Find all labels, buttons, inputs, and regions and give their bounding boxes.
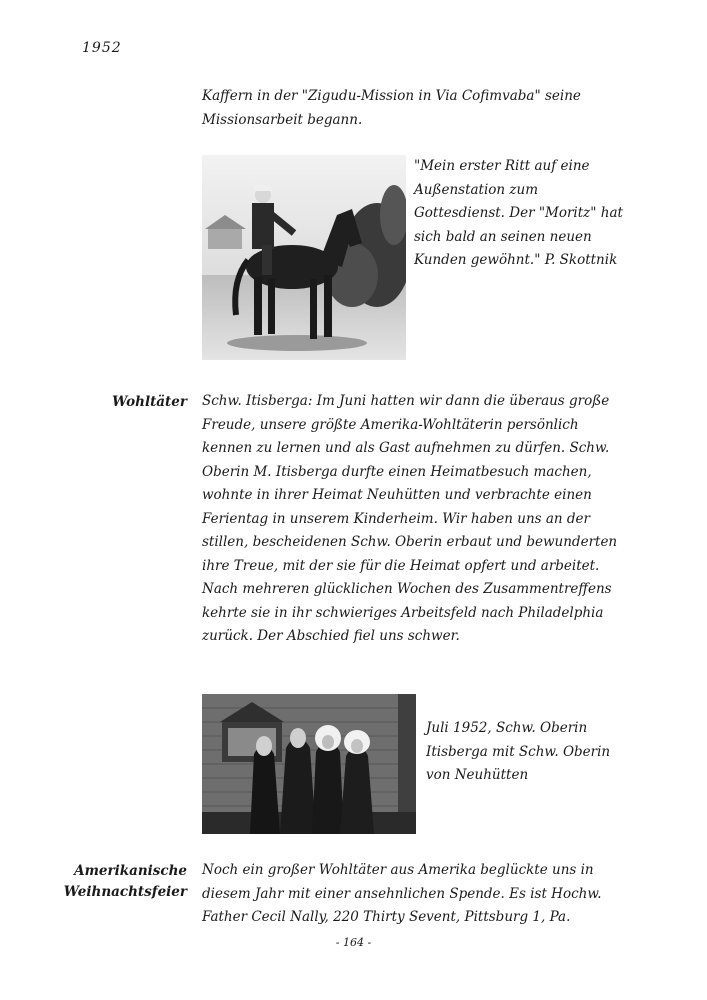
wohltaeter-paragraph: Schw. Itisberga: Im Juni hatten wir dann die überaus große Freude, unsere größte Amerika-Wohltäterin persönlich kennen zu lernen und als Gast aufnehmen zu dürfen. Schw. Oberin M. Itisberga durfte einen Heimatbesuch machen, wohnte in ihrer Heimat Neuhütten und verbrachte einen Ferientag in unserem Kinderheim. Wir haben uns an der stillen, bescheidenen Schw. Oberin erbaut und bewunderten ihre Treue, mit der sie für die Heimat opfert und arbeitet. Nach mehreren glücklichen Wochen des Zusammentreffens kehrte sie in ihr schwieriges Arbeitsfeld nach Philadelphia zurück. Der Abschied fiel uns schwer. bbox=[202, 393, 618, 644]
intro-paragraph: Kaffern in der "Zigudu-Mission in Via Cofimvaba" seine Missionsarbeit begann. bbox=[202, 88, 581, 128]
page-number: - 164 - bbox=[335, 936, 372, 949]
section-label-weihnachtsfeier-line1: Amerikanische bbox=[74, 863, 187, 879]
photo-rider-on-horse bbox=[202, 155, 406, 360]
section-label-weihnachtsfeier bbox=[27, 861, 187, 903]
photo1-caption: "Mein erster Ritt auf eine Außenstation zum Gottesdienst. Der "Moritz" hat sich bald an seinen neuen Kunden gewöhnt." P. Skottnik bbox=[414, 158, 623, 268]
section-label-wohltaeter: Wohltäter bbox=[112, 394, 187, 410]
section-label-weihnachtsfeier-line2: Weihnachtsfeier bbox=[63, 884, 187, 900]
nuns-photo-drawing bbox=[202, 694, 416, 834]
page-year: 1952 bbox=[82, 40, 122, 56]
weihnachtsfeier-paragraph: Noch ein großer Wohltäter aus Amerika beglückte uns in diesem Jahr mit einer ansehnlichen Spende. Es ist Hochw. Father Cecil Nally, 220 Thirty Sevent, Pittsburg 1, Pa. bbox=[202, 862, 602, 925]
rider-photo-drawing bbox=[202, 155, 406, 360]
photo2-caption: Juli 1952, Schw. Oberin Itisberga mit Schw. Oberin von Neuhütten bbox=[426, 720, 611, 783]
photo-nuns-group bbox=[202, 694, 416, 834]
